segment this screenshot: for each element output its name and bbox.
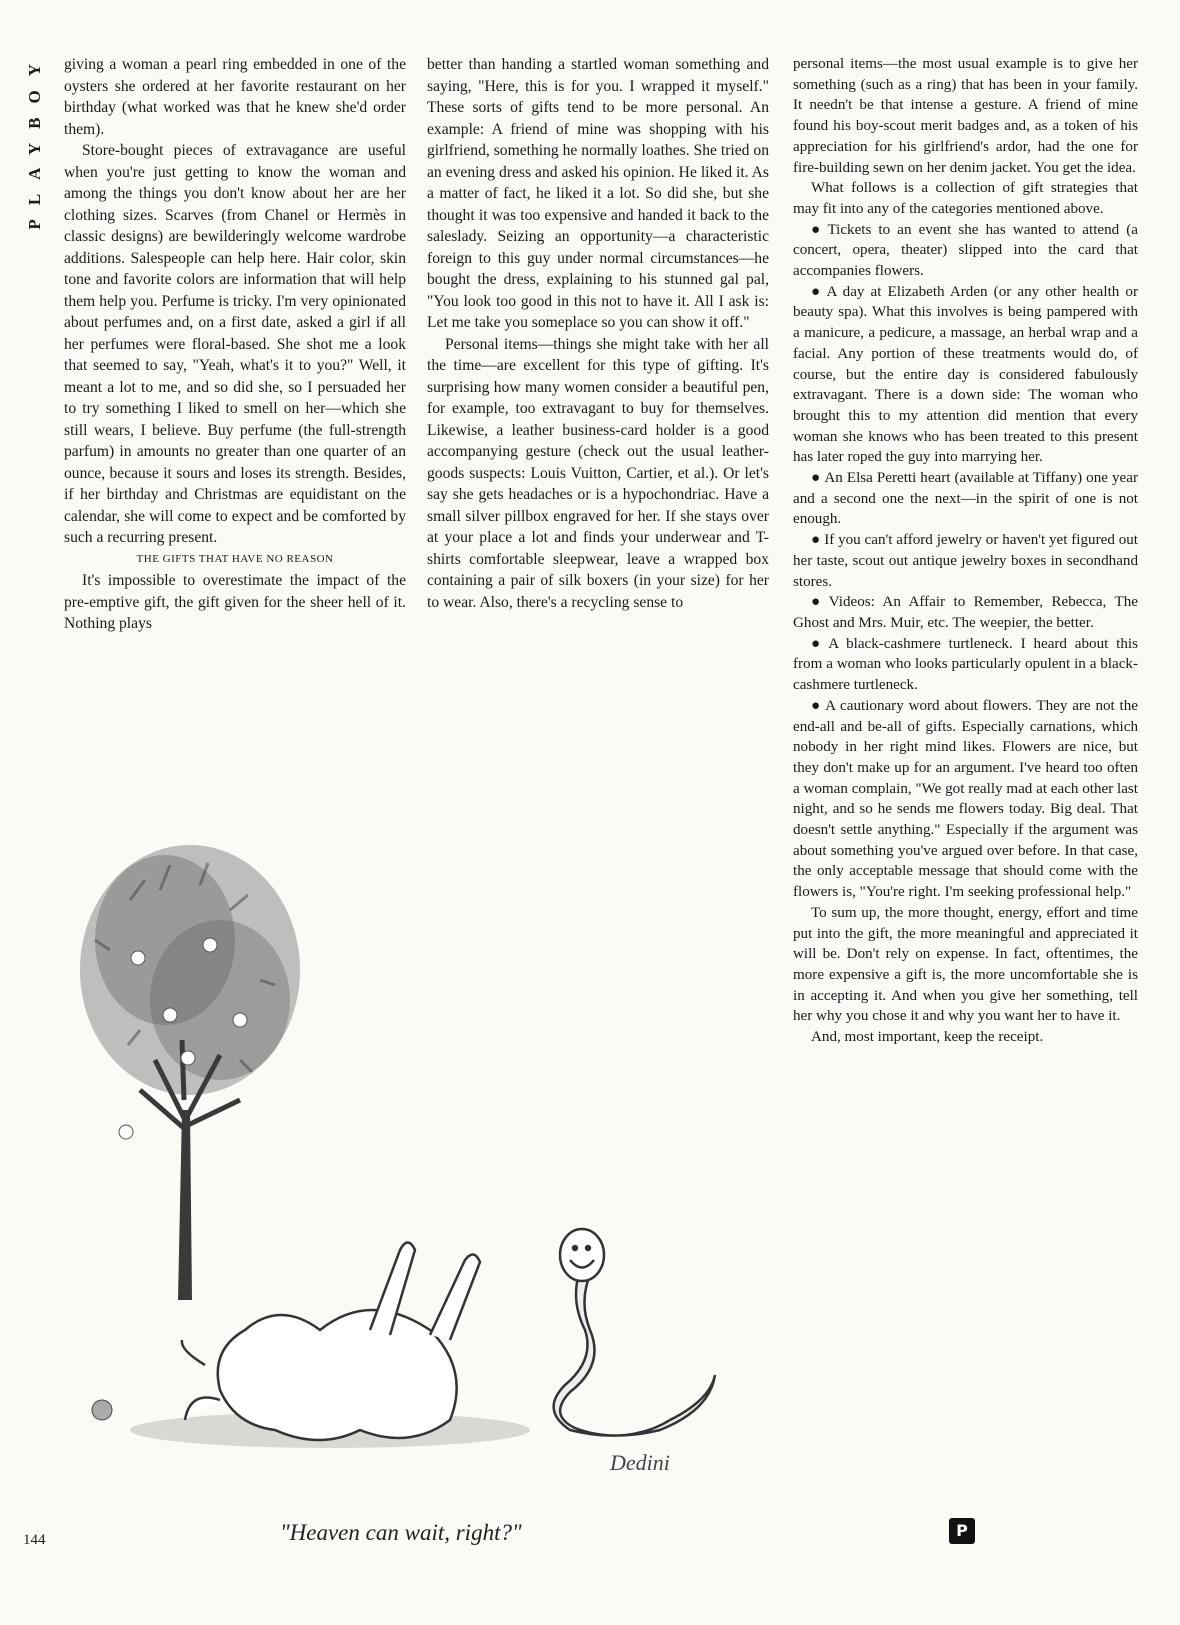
- page-number: 144: [23, 1532, 46, 1548]
- magazine-sidebar-title: [20, 50, 48, 240]
- bullet-item: ● Videos: An Affair to Remember, Rebecca, The Ghost and Mrs. Muir, etc. The weepier, the better.: [793, 594, 1138, 631]
- paragraph: And, most important, keep the receipt.: [811, 1029, 1044, 1046]
- bullet-item: ● If you can't afford jewelry or haven't yet figured out her taste, scout out antique jewelry boxes in secondhand stores.: [793, 532, 1138, 590]
- bullet-item: ● An Elsa Peretti heart (available at Tiffany) one year and a second one the next—in the spirit of one is not enough.: [793, 470, 1138, 528]
- bullet-item: ● A day at Elizabeth Arden (or any other health or beauty spa). What this involves is being pampered with a manicure, a pedicure, a massage, an herbal wrap and a facial. Any portion of these treatments would do, of course, but the entire day is considered fabulously extravagant. There is a down side: The woman who brought this to my attention did mention that every woman she knows who has been treated to this present has later roped the guy into marrying her.: [793, 283, 1138, 466]
- bullet-item: ● Tickets to an event she has wanted to attend (a concert, opera, theater) slipped into the card that accompanies flowers.: [793, 221, 1138, 280]
- paragraph: It's impossible to overestimate the impact of the pre-emptive gift, the gift given for the sheer hell of it. Nothing plays: [64, 572, 406, 632]
- paragraph: giving a woman a pearl ring embedded in one of the oysters she ordered at her favorite restaurant on her birthday (what worked was that he knew she'd order them).: [64, 56, 406, 138]
- section-subhead: THE GIFTS THAT HAVE NO REASON: [136, 552, 334, 565]
- snake-icon: [554, 1229, 715, 1436]
- bullet-icon: ●: [811, 283, 823, 300]
- rabbit-logo-icon: P: [949, 1518, 975, 1544]
- cartoon-caption: "Heaven can wait, right?": [280, 1520, 522, 1545]
- bullet-item: ● A black-cashmere turtleneck. I heard about this from a woman who looks particularly opulent in a black-cashmere turtleneck.: [793, 635, 1138, 694]
- bullet-icon: ●: [811, 532, 821, 549]
- article-column-1: [64, 54, 406, 635]
- cartoon-illustration: [70, 830, 780, 1550]
- paragraph: To sum up, the more thought, energy, effort and time put into the gift, the more meaningful and appreciated it will be. Don't rely on expense. In fact, oftentimes, the more expensive a gift is, the more uncomfortable she is in accepting it. And when you give her something, tell her why you chose it and why you want her to have it.: [793, 904, 1138, 1025]
- bullet-item: ● A cautionary word about flowers. They are not the end-all and be-all of gifts. Especially carnations, which nobody in her right mind likes. Flowers are nice, but they don't make up for an argument. I've heard too often a woman complain, "We got really mad at each other last night, and so he sends me flowers today. Big deal. That doesn't settle anything." Especially if the argument was about something you've argued over before. In that case, the only acceptable message that should come with the flowers is, "You're right. I'm seeking professional help.": [793, 697, 1138, 901]
- paragraph: Personal items—things she might take with her all the time—are excellent for this type of gifting. It's surprising how many women consider a beautiful pen, for example, too extravagant to buy for themselves. Likewise, a leather business-card holder is a good accompanying gesture (check out the usual leather-goods suspects: Louis Vuitton, Cartier, et al.). Or let's say she gets headaches or is a hypochondriac. Have a small silver pillbox engraved for her. If she stays over at your place a lot and finds your underwear and T-shirts comfortable sleepwear, leave a wrapped box containing a pair of silk boxers (in your size) for her to wear. Also, there's a recycling sense to: [427, 335, 769, 611]
- bullet-icon: ●: [811, 470, 821, 487]
- figure-icon: [182, 1243, 480, 1441]
- bullet-icon: ●: [811, 594, 825, 611]
- paragraph: Store-bought pieces of extravagance are useful when you're just getting to know the woman and among the things you don't know about her are her clothing sizes. Scarves (from Chanel or Hermès in classic designs) are bewilderingly welcome wardrobe additions. Salespeople can help here. Hair color, skin tone and favorite colors are information that will help them help you. Perfume is tricky. I'm very opinionated about perfumes and, on a first date, asked a girl if all her perfumes were floral-based. She shot me a look that seemed to say, "Yeah, what's it to you?" Well, it meant a lot to me, and so did she, so I persuaded her to try something I liked to smell on her—which she still wears, I believe. Buy perfume (the full-strength parfum) in amounts no greater than one quarter of an ounce, because it sours and loses its strength. Besides, if her birthday and Christmas are equidistant on the calendar, she will come to expect and be comforted by such a recurring present.: [64, 142, 406, 546]
- paragraph: personal items—the most usual example is to give her something (such as a ring) that has been in your family. It needn't be that intense a gesture. A friend of mine found his boy-scout merit badges and, as a token of his appreciation for his girlfriend's ardor, had the one for fire-building sewn on her denim jacket. You get the idea.: [793, 56, 1138, 176]
- bullet-icon: ●: [811, 221, 824, 238]
- paragraph: better than handing a startled woman something and saying, "Here, this is for you. I wrapped it myself." These sorts of gifts tend to be more personal. An example: A friend of mine was shopping with his girlfriend, something he normally loathes. She tried on an evening dress and asked his opinion. He liked it. As a matter of fact, he liked it a lot. So did she, but she thought it was too expensive and handed it back to the saleslady. Seizing an opportunity—a characteristic foreign to this guy under normal circumstances—he bought the dress, explaining to his stunned gal pal, "You look too good in this not to have it. All I ask is: Let me take you someplace so you can show it off.": [427, 56, 769, 331]
- paragraph: What follows is a collection of gift strategies that may fit into any of the categories mentioned above.: [793, 180, 1138, 217]
- article-column-3: [793, 54, 1138, 1048]
- sidebar-title-text: PLAYBOY: [25, 50, 44, 230]
- bullet-icon: ●: [811, 635, 825, 652]
- artist-signature: Dedini: [610, 1450, 670, 1475]
- bullet-icon: ●: [811, 697, 822, 714]
- article-column-2: [427, 54, 769, 613]
